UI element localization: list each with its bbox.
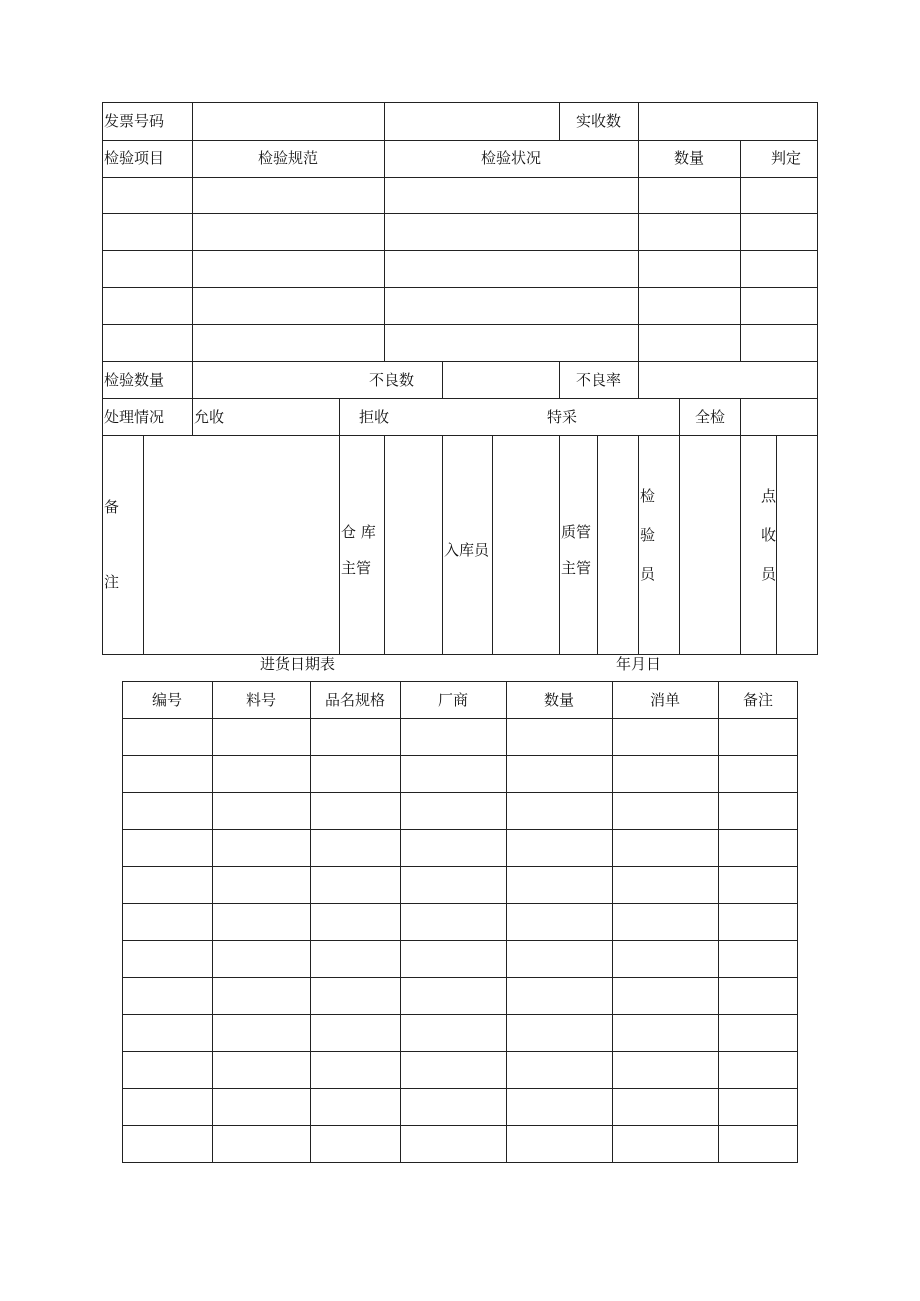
table-line [122,1125,798,1126]
qc-supervisor-label-bottom: 主管 [561,559,592,577]
table-line [797,681,798,1163]
table-line [122,866,798,867]
table-line [122,903,798,904]
header-remarks: 备注 [742,691,774,709]
handling-label: 处理情况 [104,408,165,426]
receipt-table-title: 进货日期表 [260,655,336,673]
table-line [506,681,507,1163]
form-line [102,435,818,436]
reject-option: 拒收 [359,408,390,426]
form-line [339,398,340,435]
form-line [339,435,340,654]
form-line [102,398,818,399]
table-line [310,681,311,1163]
receiver-label-3: 员 [761,565,777,583]
form-line [740,140,741,361]
invoice-number-label: 发票号码 [104,112,165,130]
form-line [384,140,385,361]
receiver-label-1: 点 [761,487,777,505]
form-line [192,398,193,435]
form-line [192,102,193,140]
warehouse-supervisor-label-top: 仓 库 [341,523,376,541]
special-accept-option: 特采 [547,408,578,426]
table-line [122,1088,798,1089]
form-line [102,361,818,362]
form-line [817,102,818,655]
inspection-item-label: 检验项目 [104,149,165,167]
table-line [122,792,798,793]
form-line [143,435,144,654]
header-number: 编号 [151,691,183,709]
table-line [212,681,213,1163]
form-line [776,435,777,654]
form-line [740,398,741,435]
form-line [559,435,560,654]
table-line [122,718,798,719]
table-line [122,1014,798,1015]
form-line [102,654,818,655]
receiver-label-2: 收 [761,526,777,544]
warehouse-supervisor-label-bottom: 主管 [341,559,372,577]
header-vendor: 厂商 [437,691,469,709]
table-line [122,1051,798,1052]
form-line [638,102,639,140]
table-line [718,681,719,1163]
defect-count-label: 不良数 [369,371,415,389]
table-line [612,681,613,1163]
form-line [740,435,741,654]
form-line [102,324,818,325]
inspection-status-label: 检验状况 [480,149,542,167]
form-line [102,140,818,141]
table-line [400,681,401,1163]
form-line [559,361,560,398]
header-name-spec: 品名规格 [324,691,386,709]
form-line [638,435,639,654]
qc-supervisor-label-top: 质管 [561,523,592,541]
table-line [122,681,123,1163]
form-line [102,102,103,655]
form-line [384,435,385,654]
form-line [102,102,818,103]
form-line [679,398,680,435]
header-cancel-order: 消单 [649,691,681,709]
form-line [102,177,818,178]
form-line [384,102,385,140]
form-line [442,435,443,654]
table-line [122,1162,798,1163]
warehouse-clerk-label: 入库员 [444,541,490,559]
remarks-label-bottom: 注 [104,573,120,591]
table-line [122,829,798,830]
inspector-label-3: 员 [640,565,656,583]
inspector-label-1: 检 [640,487,656,505]
table-line [122,977,798,978]
inspection-spec-label: 检验规范 [257,149,319,167]
inspection-qty-label: 检验数量 [104,371,165,389]
judgment-label: 判定 [771,149,802,167]
form-line [679,435,680,654]
defect-rate-label: 不良率 [576,371,622,389]
accept-option: 允收 [194,408,225,426]
form-line [102,287,818,288]
quantity-label: 数量 [673,149,705,167]
remarks-label-top: 备 [104,498,120,516]
full-inspection-option: 全检 [695,408,726,426]
form-line [192,140,193,361]
form-line [638,361,639,398]
form-line [597,435,598,654]
form-line [559,102,560,140]
form-line [638,140,639,361]
form-line [192,361,193,398]
header-quantity: 数量 [543,691,575,709]
table-line [122,755,798,756]
header-part-number: 料号 [245,691,277,709]
table-line [122,940,798,941]
form-line [492,435,493,654]
form-line [442,361,443,398]
form-line [102,250,818,251]
receipt-date-label: 年月日 [616,655,662,673]
form-line [102,213,818,214]
inspector-label-2: 验 [640,526,656,544]
received-qty-label: 实收数 [576,112,622,130]
table-line [122,681,798,682]
